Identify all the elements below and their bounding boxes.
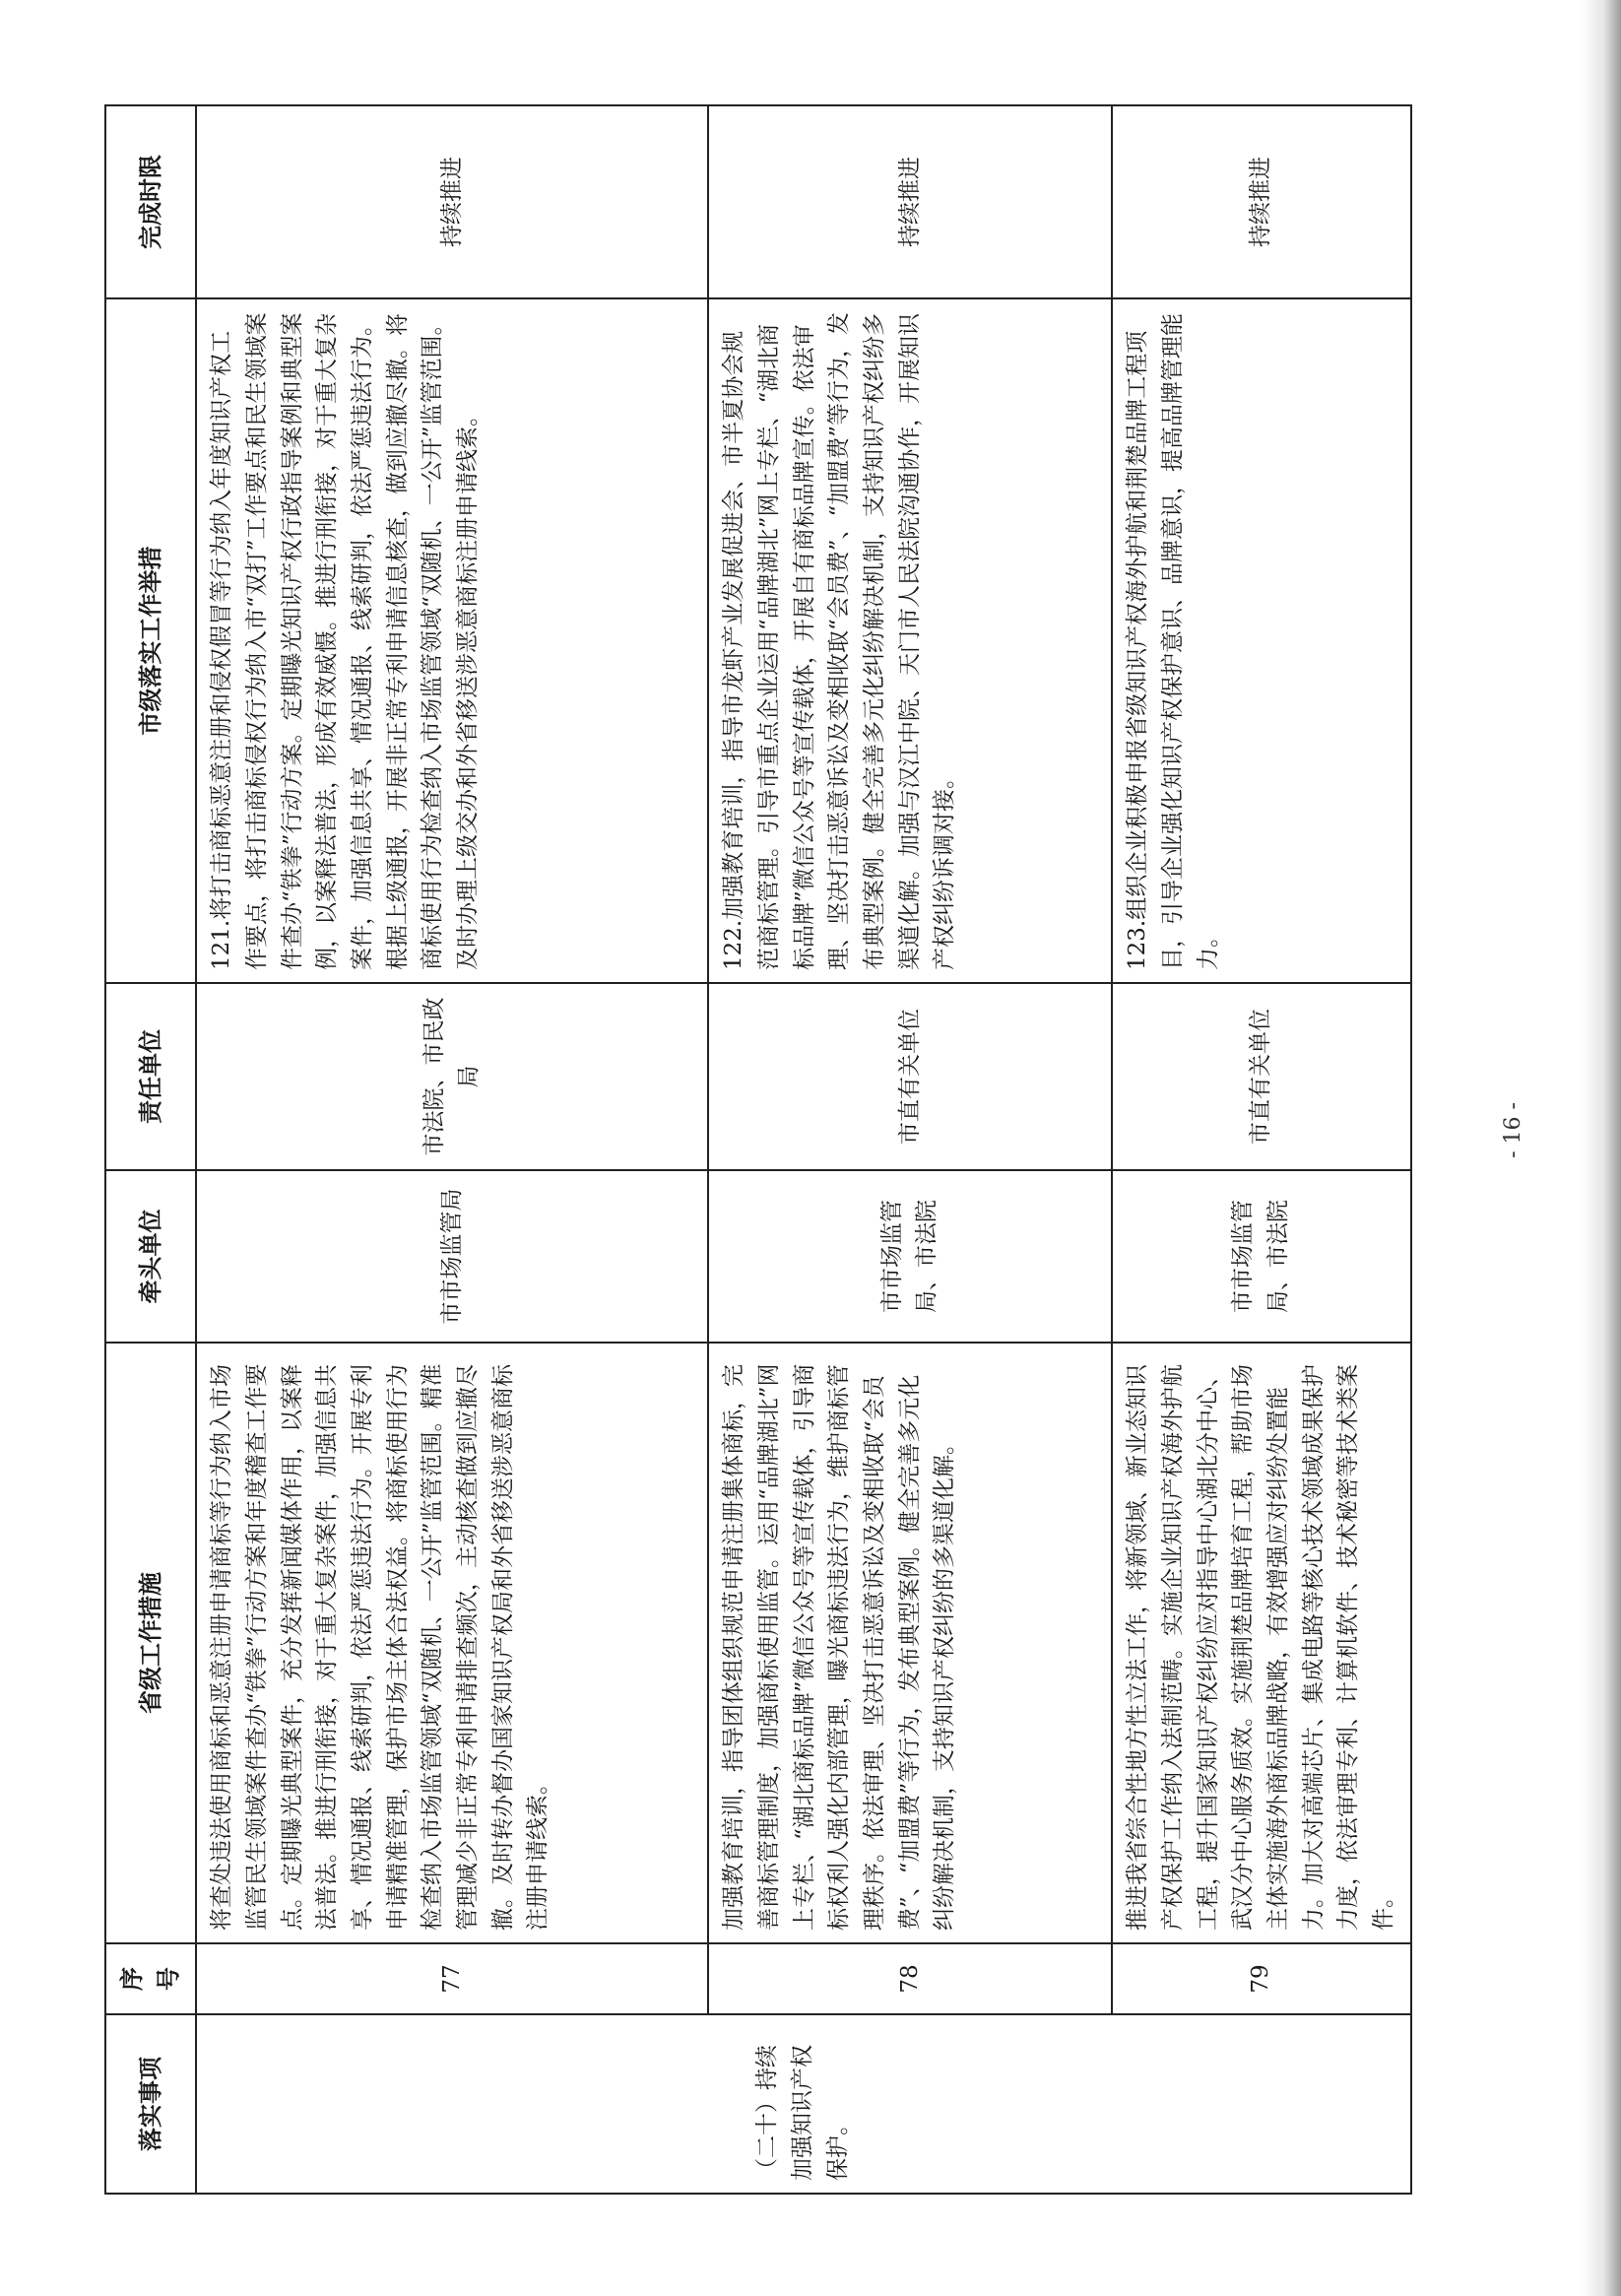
deadline-cell: 持续推进 xyxy=(708,105,1112,298)
measures-table xyxy=(104,104,1412,2195)
responsible-unit-cell: 市直有关单位 xyxy=(708,983,1112,1170)
deadline-cell: 持续推进 xyxy=(196,105,708,298)
responsible-unit-cell: 市直有关单位 xyxy=(1112,983,1410,1170)
municipal-measure-cell: 121.将打击商标恶意注册和侵权假冒等行为纳入年度知识产权工作要点，将打击商标侵权行为纳入市“双打”工作要点和民生领域案件查办“铁拳”行动方案。定期曝光知识产权行政指导案例和典型案例，以案释法普法，形成有效威慑。推进行刑衔接，对于重大复杂案件，加强信息共享、情况通报、线索研判，依法严惩违法行为。根据上级通报，开展非正常专利申请信息核查，做到应撤尽撤。将商标使用行为检查纳入市场监管领域“双随机、一公开”监管范围。及时办理上级交办和外省移送涉恶意商标注册申请线索。 xyxy=(196,298,708,983)
header-cell-seq: 序号 xyxy=(105,1943,196,2014)
scan-edge-shadow xyxy=(1582,0,1621,2296)
municipal-measure-cell: 123.组织企业积极申报省级知识产权海外护航和荆楚品牌工程项目，引导企业强化知识产权保护意识、品牌意识，提高品牌管理能力。 xyxy=(1112,298,1410,983)
seq-cell: 77 xyxy=(196,1943,708,2014)
group-item-cell: （二十）持续加强知识产权保护。 xyxy=(196,2014,1410,2194)
rotated-table-wrapper xyxy=(104,106,1394,2195)
table-row xyxy=(708,105,1112,2194)
table-row xyxy=(196,105,708,2194)
header-cell-provincial: 省级工作措施 xyxy=(105,1343,196,1943)
table-row xyxy=(1112,105,1410,2194)
seq-cell: 79 xyxy=(1112,1943,1410,2014)
page-number: - 16 - xyxy=(1500,1102,1525,1158)
deadline-cell: 持续推进 xyxy=(1112,105,1410,298)
header-cell-lead: 牵头单位 xyxy=(105,1170,196,1343)
header-cell-municipal: 市级落实工作举措 xyxy=(105,298,196,983)
provincial-measure-cell: 加强教育培训，指导团体组织规范申请注册集体商标，完善商标管理制度，加强商标使用监管。运用“品牌湖北”网上专栏、“湖北商标品牌”微信公众号等宣传载体，引导商标权利人强化内部管理，曝光商标违法行为，维护商标管理秩序。依法审理、坚决打击恶意诉讼及变相收取“会员费”、“加盟费”等行为，发布典型案例。健全完善多元化纠纷解决机制，支持知识产权纠纷的多渠道化解。 xyxy=(708,1343,1112,1943)
lead-unit-cell: 市市场监管局、市法院 xyxy=(708,1170,1112,1343)
municipal-measure-cell: 122.加强教育培训，指导市龙虾产业发展促进会、市半夏协会规范商标管理。引导市重点企业运用“品牌湖北”网上专栏、“湖北商标品牌”微信公众号等宣传载体，开展自有商标品牌宣传。依法审理、坚决打击恶意诉讼及变相收取“会员费”、“加盟费”等行为，发布典型案例。健全完善多元化纠纷解决机制，支持知识产权纠纷多渠道化解。加强与汉江中院、天门市人民法院沟通协作，开展知识产权纠纷诉调对接。 xyxy=(708,298,1112,983)
lead-unit-cell: 市市场监管局 xyxy=(196,1170,708,1343)
header-cell-item: 落实事项 xyxy=(105,2014,196,2194)
provincial-measure-cell: 将查处违法使用商标和恶意注册申请商标等行为纳入市场监管民生领域案件查办“铁拳”行动方案和年度稽查工作要点。定期曝光典型案件，充分发挥新闻媒体作用，以案释法普法。推进行刑衔接，对于重大复杂案件，加强信息共享、情况通报、线索研判，依法严惩违法行为。开展专利申请精准管理，保护市场主体合法权益。将商标使用行为检查纳入市场监管领域“双随机、一公开”监管范围。精准管理减少非正常专利申请排查频次，主动核查做到应撤尽撤。及时转办督办国家知识产权局和外省移送涉恶意商标注册申请线索。 xyxy=(196,1343,708,1943)
header-cell-responsible: 责任单位 xyxy=(105,983,196,1170)
header-cell-deadline: 完成时限 xyxy=(105,105,196,298)
lead-unit-cell: 市市场监管局、市法院 xyxy=(1112,1170,1410,1343)
provincial-measure-cell: 推进我省综合性地方性立法工作，将新领域、新业态知识产权保护工作纳入法制范畴。实施企业知识产权海外护航工程，提升国家知识产权纠纷应对指导中心湖北分中心、武汉分中心服务质效。实施荆楚品牌培育工程，帮助市场主体实施海外商标品牌战略，有效增强应对纠纷处置能力。加大对高端芯片、集成电路等核心技术领域成果保护力度，依法审理专利、计算机软件、技术秘密等技术类案件。 xyxy=(1112,1343,1410,1943)
responsible-unit-cell: 市法院、市民政局 xyxy=(196,983,708,1170)
header-row xyxy=(105,105,196,2194)
seq-cell: 78 xyxy=(708,1943,1112,2014)
